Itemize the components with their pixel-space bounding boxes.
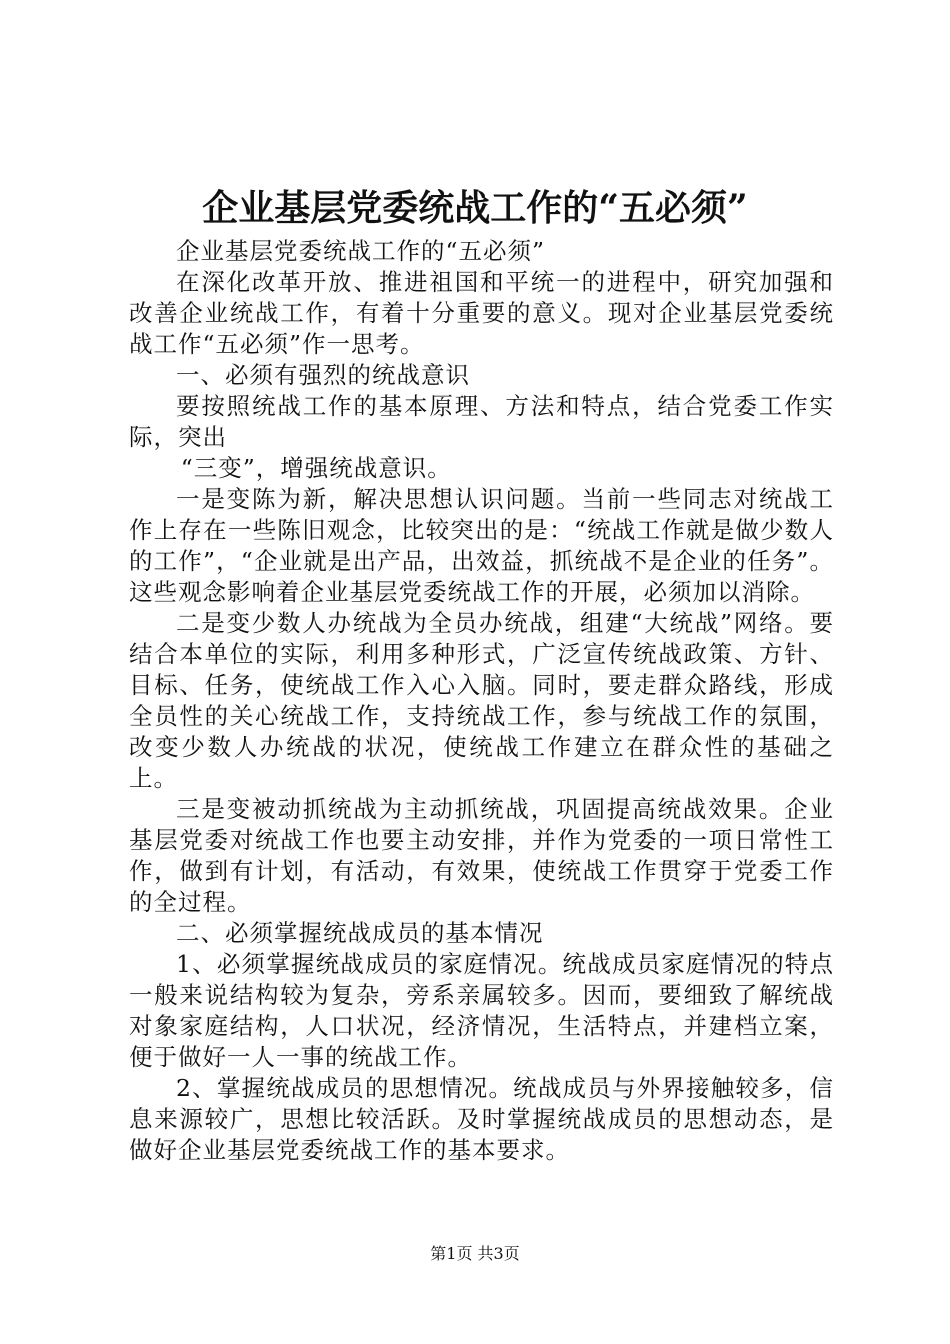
paragraph: 三是变被动抓统战为主动抓统战，巩固提高统战效果。企业基层党委对统战工作也要主动安排，并作为党委的一项日常性工作，做到有计划，有活动，有效果，使统战工作贯穿于党委工作的全过程。 [129,795,834,916]
paragraph: “三变”，增强统战意识。 [180,454,452,482]
page-title: 企业基层党委统战工作的“五必须” [202,187,748,229]
page-footer: 第1页 共3页 [430,1244,520,1263]
paragraph-subtitle: 企业基层党委统战工作的“五必须” [176,237,546,265]
paragraph: 一是变陈为新，解决思想认识问题。当前一些同志对统战工作上存在一些陈旧观念，比较突出的是：“统战工作就是做少数人的工作”，“企业就是出产品，出效益，抓统战不是企业的任务”。这些观念影响着企业基层党委统战工作的开展，必须加以消除。 [129,485,834,606]
paragraph: 二是变少数人办统战为全员办统战，组建“大统战”网络。要结合本单位的实际，利用多种形式，广泛宣传统战政策、方针、目标、任务，使统战工作入心入脑。同时，要走群众路线，形成全员性的关心统战工作，支持统战工作，参与统战工作的氛围，改变少数人办统战的状况，使统战工作建立在群众性的基础之上。 [129,609,834,792]
paragraph: 2、掌握统战成员的思想情况。统战成员与外界接触较多，信息来源较广，思想比较活跃。及时掌握统战成员的思想动态，是做好企业基层党委统战工作的基本要求。 [129,1074,834,1164]
document-body [129,236,834,1166]
section-heading-1: 一、必须有强烈的统战意识 [176,361,470,389]
paragraph: 1、必须掌握统战成员的家庭情况。统战成员家庭情况的特点一般来说结构较为复杂，旁系亲属较多。因而，要细致了解统战对象家庭结构，人口状况，经济情况，生活特点，并建档立案，便于做好一人一事的统战工作。 [129,950,834,1071]
section-heading-2: 二、必须掌握统战成员的基本情况 [176,919,544,947]
paragraph-intro: 在深化改革开放、推进祖国和平统一的进程中，研究加强和改善企业统战工作，有着十分重要的意义。现对企业基层党委统战工作“五必须”作一思考。 [129,268,834,358]
paragraph: 要按照统战工作的基本原理、方法和特点，结合党委工作实际，突出 [129,392,834,451]
